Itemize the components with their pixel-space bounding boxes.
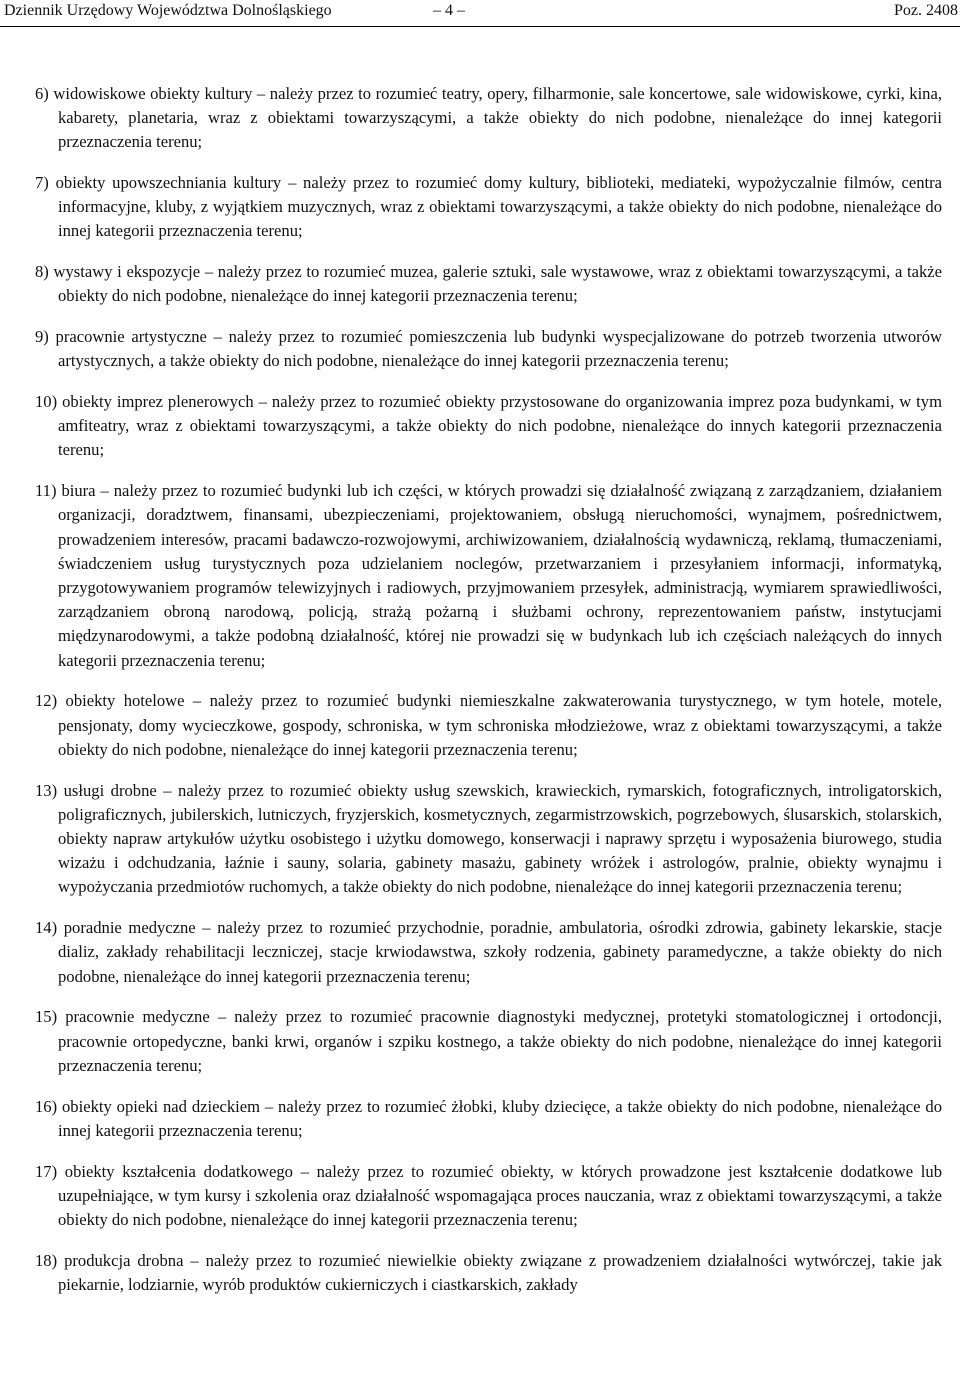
definition-item-6: 6) widowiskowe obiekty kultury – należy przez to rozumieć teatry, opery, filharmonie, sale koncertowe, sale widowiskowe, cyrki, kina, kabarety, planetaria, wraz z obiektami towarzyszącymi, a także obiekty do nich podobne, nienależące do innej kategorii przeznaczenia terenu; [35, 83, 942, 151]
definition-item-9: 9) pracownie artystyczne – należy przez to rozumieć pomieszczenia lub budynki wyspecjalizowane do potrzeb tworzenia utworów artystycznych, a także obiekty do nich podobne, nienależące do innej kategorii przeznaczenia terenu; [35, 327, 942, 371]
definition-item-14: 14) poradnie medyczne – należy przez to rozumieć przychodnie, poradnie, ambulatoria, ośrodki zdrowia, gabinety lekarskie, stacje dializ, zakłady rehabilitacji leczniczej, stacje krwiodawstwa, szkoły rodzenia, gabinety paramedyczne, a także obiekty do nich podobne, nienależące do innej kategorii przeznaczenia terenu; [35, 918, 942, 986]
document-body [0, 27, 960, 1297]
position-number: Poz. 2408 [894, 2, 958, 19]
definition-item-13: 13) usługi drobne – należy przez to rozumieć obiekty usług szewskich, krawieckich, rymarskich, fotograficznych, introligatorskich, poligraficznych, jubilerskich, lutniczych, fryzjerskich, kosmetycznych, zegarmistrzowskich, pogrzebowych, ślusarskich, stolarskich, obiekty napraw artykułów użytku osobistego i użytku domowego, konserwacji i naprawy sprzętu i wyposażenia biurowego, studia wizażu i odchudzania, łaźnie i sauny, solaria, gabinety masażu, gabinety wróżek i astrologów, pralnie, obiekty wynajmu i wypożyczania przedmiotów ruchomych, a także obiekty do nich podobne, nienależące do innej kategorii przeznaczenia terenu; [35, 780, 942, 897]
definition-item-10: 10) obiekty imprez plenerowych – należy przez to rozumieć obiekty przystosowane do organizowania imprez poza budynkami, w tym amfiteatry, wraz z obiektami towarzyszącymi, a także obiekty do nich podobne, nienależące do innych kategorii przeznaczenia terenu; [35, 392, 942, 460]
definition-item-11: 11) biura – należy przez to rozumieć budynki lub ich części, w których prowadzi się działalność związaną z zarządzaniem, działaniem organizacji, doradztwem, finansami, ubezpieczeniami, projektowaniem, obsługą nieruchomości, wynajmem, pośrednictwem, prowadzeniem interesów, pracami badawczo-rozwojowymi, archiwizowaniem, działalnością wydawniczą, reklamą, tłumaczeniami, świadczeniem usług turystycznych poza udzielaniem noclegów, przetwarzaniem i przesyłaniem informacji, informatyką, przygotowywaniem programów telewizyjnych i radiowych, przyjmowaniem przesyłek, administracją, wymiarem sprawiedliwości, zarządzaniem obroną narodową, policją, strażą pożarną i służbami ochrony, reprezentowaniem państw, instytucjami międzynarodowymi, a także podobną działalność, której nie prowadzi się w budynkach lub ich częściach należących do innych kategorii przeznaczenia terenu; [35, 481, 942, 670]
definition-item-17: 17) obiekty kształcenia dodatkowego – należy przez to rozumieć obiekty, w których prowadzone jest kształcenie dodatkowe lub uzupełniające, w tym kursy i szkolenia oraz działalność wspomagająca proces nauczania, wraz z obiektami towarzyszącymi, a także obiekty do nich podobne, nienależące do innej kategorii przeznaczenia terenu; [35, 1161, 942, 1230]
definition-item-15: 15) pracownie medyczne – należy przez to rozumieć pracownie diagnostyki medycznej, protetyki stomatologicznej i ortodoncji, pracownie ortopedyczne, banki krwi, organów i szpiku kostnego, a także obiekty do nich podobne, nienależące do innej kategorii przeznaczenia terenu; [35, 1007, 942, 1075]
definition-item-8: 8) wystawy i ekspozycje – należy przez to rozumieć muzea, galerie sztuki, sale wystawowe, wraz z obiektami towarzyszącymi, a także obiekty do nich podobne, nienależące do innej kategorii przeznaczenia terenu; [35, 262, 942, 306]
page-number: – 4 – [433, 2, 465, 19]
journal-title: Dziennik Urzędowy Województwa Dolnośląskiego [4, 2, 332, 19]
definition-item-7: 7) obiekty upowszechniania kultury – należy przez to rozumieć domy kultury, biblioteki, mediateki, wypożyczalnie filmów, centra informacyjne, kluby, z wyjątkiem muzycznych, wraz z obiektami towarzyszącymi, a także obiekty do nich podobne, nienależące do innej kategorii przeznaczenia terenu; [35, 172, 942, 241]
definition-item-18: 18) produkcja drobna – należy przez to rozumieć niewielkie obiekty związane z prowadzeniem działalności wytwórczej, takie jak piekarnie, lodziarnie, wyrób produktów cukierniczych i ciastkarskich, zakłady [35, 1250, 942, 1295]
page-header [0, 0, 960, 27]
definition-item-12: 12) obiekty hotelowe – należy przez to rozumieć budynki niemieszkalne zakwaterowania turystycznego, w tym hotele, motele, pensjonaty, domy wycieczkowe, gospody, schroniska, w tym schroniska młodzieżowe, wraz z obiektami towarzyszącymi, a także obiekty do nich podobne, nienależące do innej kategorii przeznaczenia terenu; [35, 691, 942, 759]
definition-item-16: 16) obiekty opieki nad dzieckiem – należy przez to rozumieć żłobki, kluby dziecięce, a także obiekty do nich podobne, nienależące do innej kategorii przeznaczenia terenu; [35, 1096, 942, 1140]
